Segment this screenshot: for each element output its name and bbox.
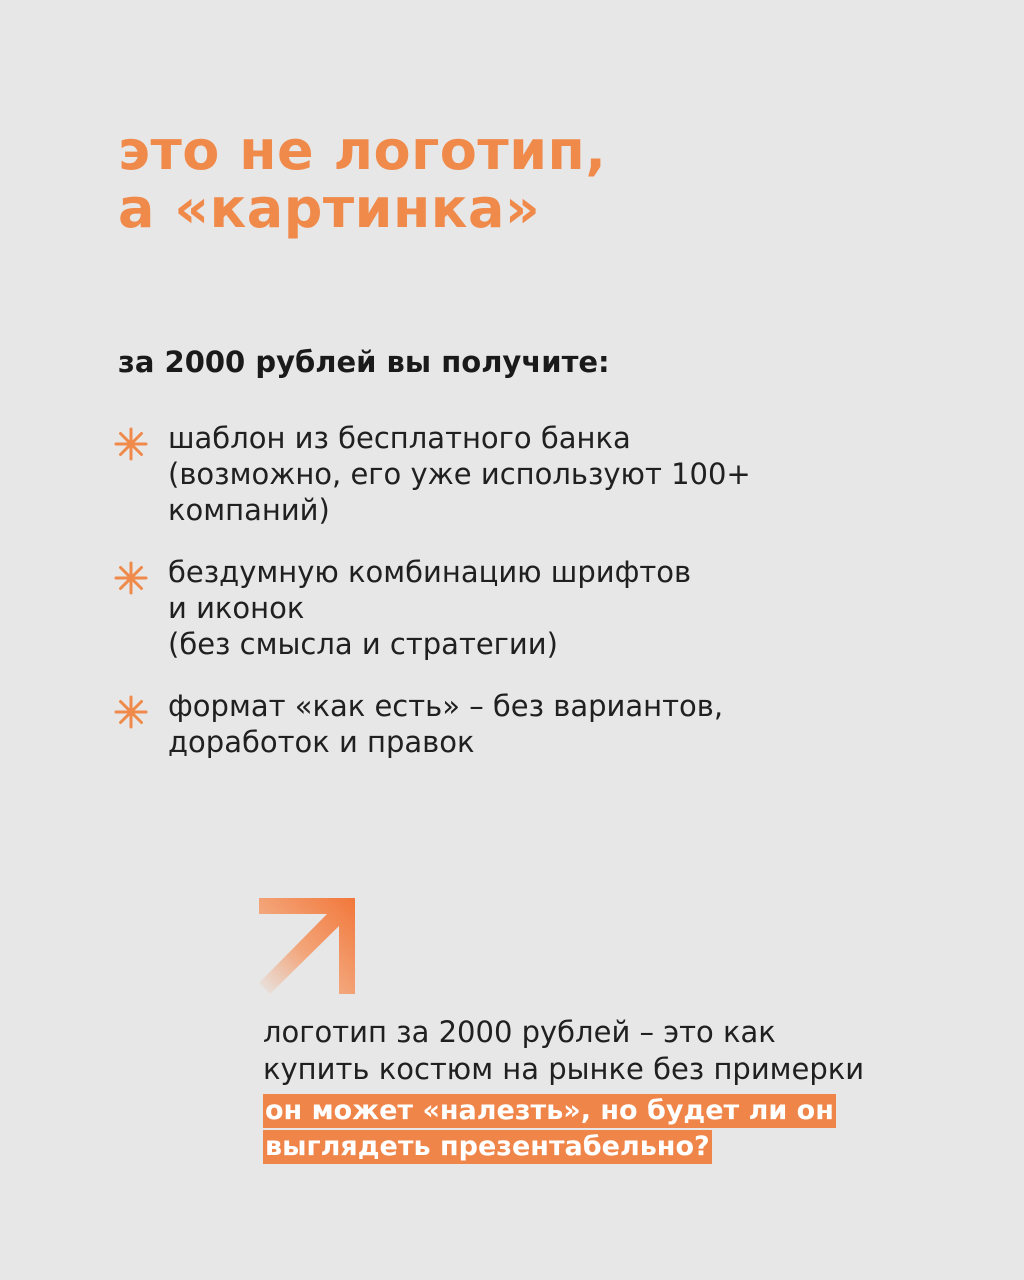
asterisk-icon <box>113 426 149 462</box>
arrow-up-right-icon <box>259 898 355 994</box>
list-item-line: бездумную комбинацию шрифтов <box>168 555 692 589</box>
highlight-block <box>263 1094 864 1164</box>
list-item <box>113 688 813 760</box>
list-item-line: (без смысла и стратегии) <box>168 627 558 661</box>
list-item-line: шаблон из бесплатного банка <box>168 421 631 455</box>
list-item-line: (возможно, его уже используют 100+ <box>168 457 751 491</box>
note-line: логотип за 2000 рублей – это как <box>263 1015 776 1049</box>
asterisk-icon <box>113 694 149 730</box>
list-item <box>113 554 813 662</box>
list-item-line: доработок и правок <box>168 725 475 759</box>
subtitle: за 2000 рублей вы получите: <box>118 345 610 379</box>
highlight-line: он может «налезть», но будет ли он <box>265 1095 834 1126</box>
bullet-list <box>113 420 813 760</box>
title-line-1: это не логотип, <box>118 119 607 182</box>
note-line: купить костюм на рынке без примерки <box>263 1052 865 1086</box>
list-item-line: и иконок <box>168 591 305 625</box>
title-line-2: а «картинка» <box>118 177 541 240</box>
asterisk-icon <box>113 560 149 596</box>
list-item-line: формат «как есть» – без вариантов, <box>168 689 724 723</box>
note-block <box>263 1014 864 1164</box>
list-item-line: компаний) <box>168 493 330 527</box>
highlight-line: выглядеть презентабельно? <box>265 1131 710 1162</box>
list-item <box>113 420 813 528</box>
page-title <box>118 119 607 240</box>
